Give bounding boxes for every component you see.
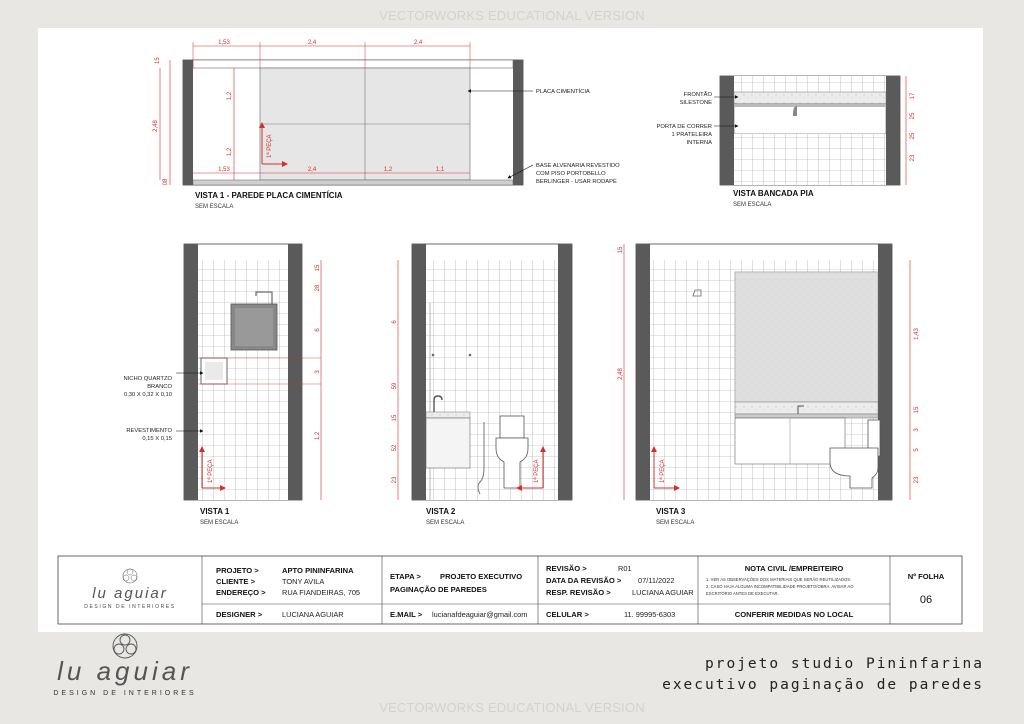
dim-r-1: 17	[910, 92, 916, 100]
view-title: VISTA BANCADA PIA	[733, 189, 814, 198]
view-title: VISTA 2	[426, 507, 456, 516]
start-label: 1ª PEÇA	[534, 459, 540, 483]
dim-bot-4: 1,1	[435, 167, 445, 173]
etapa-sub: PAGINAÇÃO DE PAREDES	[390, 585, 487, 594]
folha-number: 06	[919, 594, 933, 606]
start-label: 1ª PEÇA	[660, 459, 666, 483]
footer-brand: lu aguiar	[57, 656, 193, 686]
dim-r-5: 23	[914, 476, 920, 484]
endereco-label: ENDEREÇO >	[216, 588, 266, 597]
dim-r-4: 23	[910, 154, 916, 162]
celular-value: 11. 99995-6303	[624, 610, 676, 619]
view-vista1	[123, 244, 321, 526]
view-vista1-parede	[153, 40, 620, 210]
data-label: DATA DA REVISÃO >	[546, 576, 622, 585]
dim-r-3: 3	[914, 428, 920, 432]
anno-revest-2: 0,15 X 0,15	[142, 436, 172, 442]
dim-bot-1: 1,53	[218, 167, 230, 173]
footer-brand-tag: DESIGN DE INTERIORES	[53, 690, 197, 697]
dim-left-2: 1,2	[227, 147, 233, 157]
etapa-label: ETAPA >	[390, 572, 421, 581]
etapa-value: PROJETO EXECUTIVO	[440, 572, 523, 581]
cliente-label: CLIENTE >	[216, 577, 256, 586]
view-scale: SEM ESCALA	[733, 202, 772, 208]
dim-r-1: 15	[315, 264, 321, 272]
dim-left-15: 15	[155, 57, 161, 64]
wall-left	[183, 60, 193, 185]
drawing-sheet	[38, 28, 983, 632]
cliente-value: TONY AVILA	[282, 577, 325, 586]
base-alvenaria	[193, 180, 513, 185]
anno-nicho-2: BRANCO	[147, 384, 172, 390]
email-value: lucianafdeaguiar@gmail.com	[432, 610, 528, 619]
anno-nicho-3: 0,30 X 0,32 X 0,10	[123, 392, 172, 398]
dim-l-3: 15	[392, 414, 398, 422]
dim-r-4: 3	[315, 370, 321, 374]
view-title: VISTA 3	[656, 507, 686, 516]
dim-top-3: 2,4	[413, 40, 423, 46]
resp-value: LUCIANA AGUIAR	[632, 588, 694, 597]
view-vista3	[618, 244, 920, 526]
dim-l-2: 59	[392, 382, 398, 390]
wall-right	[558, 244, 572, 500]
footer-title	[662, 654, 984, 696]
anno-frontao-2: SILESTONE	[679, 100, 712, 106]
celular-label: CELULAR >	[546, 610, 589, 619]
endereco-value: RUA FIANDEIRAS, 705	[282, 588, 361, 597]
data-value: 07/11/2022	[638, 576, 675, 585]
wall-right	[288, 244, 302, 500]
anno-base-2: COM PISO PORTOBELLO	[536, 171, 606, 177]
view-bancada-pia	[656, 76, 916, 208]
toilet-tank	[500, 416, 524, 438]
flower-icon	[113, 634, 137, 658]
footer-title-line-2: executivo paginação de paredes	[662, 677, 984, 693]
view-scale: SEM ESCALA	[656, 520, 695, 526]
top-band	[193, 60, 513, 68]
view-scale: SEM ESCALA	[195, 204, 234, 210]
dim-r-2: 25	[910, 112, 916, 120]
nota-title: NOTA CIVIL /EMPREITEIRO	[744, 564, 844, 573]
dim-r-1: 1,43	[914, 328, 920, 340]
anno-porta-2: 1 PRATELEIRA	[671, 132, 712, 138]
folha-label: Nº FOLHA	[907, 572, 945, 581]
wall-left	[184, 244, 198, 500]
dim-total: 2,48	[618, 368, 624, 380]
dim-top-1: 1,53	[218, 40, 230, 46]
dim-r-2: 15	[914, 406, 920, 414]
dim-left-1: 1,2	[227, 91, 233, 101]
anno-revest-1: REVESTIMENTO	[126, 428, 172, 434]
nota-line-3: ESCRITÓRIO ANTES DE EXECUTAR.	[706, 591, 779, 596]
view-scale: SEM ESCALA	[426, 520, 465, 526]
drawing-canvas	[38, 28, 983, 632]
dim-r-5: 1,2	[315, 431, 321, 441]
dim-top: 15	[618, 246, 624, 254]
anno-frontao-1: FRONTÃO	[683, 92, 712, 98]
wall-right	[513, 60, 523, 185]
wall-left	[720, 76, 734, 185]
anno-porta-1: PORTA DE CORRER	[656, 124, 712, 130]
projeto-label: PROJETO >	[216, 566, 259, 575]
dim-l-5: 23	[392, 476, 398, 484]
dim-r-2: 28	[315, 284, 321, 292]
anno-nicho-1: NICHO QUARTZO	[123, 376, 172, 382]
dim-r-4: 5	[914, 448, 920, 452]
dim-left-3: 08	[163, 178, 169, 186]
brand-name: lu aguiar	[92, 585, 168, 602]
revisao-value: R01	[618, 564, 632, 573]
dim-r-3: 25	[910, 132, 916, 140]
dim-l-1: 6	[392, 320, 398, 324]
projeto-value: APTO PININFARINA	[282, 566, 354, 575]
nota-line-2: 2. CASO HAJA ALGUMA INCOMPATIBILIDADE PROJETO/OBRA, AVISAR AO	[706, 584, 854, 589]
sink-cabinet	[426, 418, 470, 468]
view-title: VISTA 1 - PAREDE PLACA CIMENTÍCIA	[195, 191, 343, 200]
dim-bot-3: 1,2	[383, 167, 393, 173]
dim-total: 2,48	[153, 120, 159, 132]
nota-line-1: 1. VER AS OBSERVAÇÕES DOS MATERIAIS QUE SERÃO REUTILIZADOS.	[706, 577, 852, 582]
anno-placa: PLACA CIMENTÍCIA	[536, 89, 590, 95]
dim-bot-2: 2,4	[307, 167, 317, 173]
dim-l-4: 52	[392, 444, 398, 452]
dim-r-3: 6	[315, 328, 321, 332]
cabinet	[734, 104, 886, 134]
email-label: E.MAIL >	[390, 610, 423, 619]
view-vista2	[392, 244, 572, 526]
footer-title-line-1: projeto studio Pininfarina	[705, 656, 984, 672]
wall-left	[412, 244, 426, 500]
frontao	[734, 92, 886, 104]
wall-right	[878, 244, 892, 500]
watermark-bottom: VECTORWORKS EDUCATIONAL VERSION	[379, 700, 645, 715]
revisao-label: REVISÃO >	[546, 564, 587, 573]
title-block	[58, 556, 962, 624]
start-label: 1ª PEÇA	[267, 134, 273, 158]
conferir-medidas: CONFERIR MEDIDAS NO LOCAL	[734, 610, 854, 619]
frontao	[735, 402, 878, 414]
anno-porta-3: INTERNA	[686, 140, 712, 146]
watermark-top: VECTORWORKS EDUCATIONAL VERSION	[379, 8, 645, 23]
footer-logo	[40, 632, 210, 702]
countertop	[426, 412, 470, 418]
view-scale: SEM ESCALA	[200, 520, 239, 526]
wall-left	[636, 244, 650, 500]
resp-label: RESP. REVISÃO >	[546, 588, 611, 597]
designer-value: LUCIANA AGUIAR	[282, 610, 344, 619]
dim-top-2: 2,4	[307, 40, 317, 46]
anno-base-3: BERLINGER - USAR RODAPÉ	[536, 179, 617, 185]
brand-tag: DESIGN DE INTERIORES	[84, 604, 176, 610]
wall-right	[886, 76, 900, 185]
start-label: 1ª PEÇA	[208, 459, 214, 483]
view-title: VISTA 1	[200, 507, 230, 516]
designer-label: DESIGNER >	[216, 610, 263, 619]
anno-base-1: BASE ALVENARIA REVESTIDO	[536, 163, 620, 169]
